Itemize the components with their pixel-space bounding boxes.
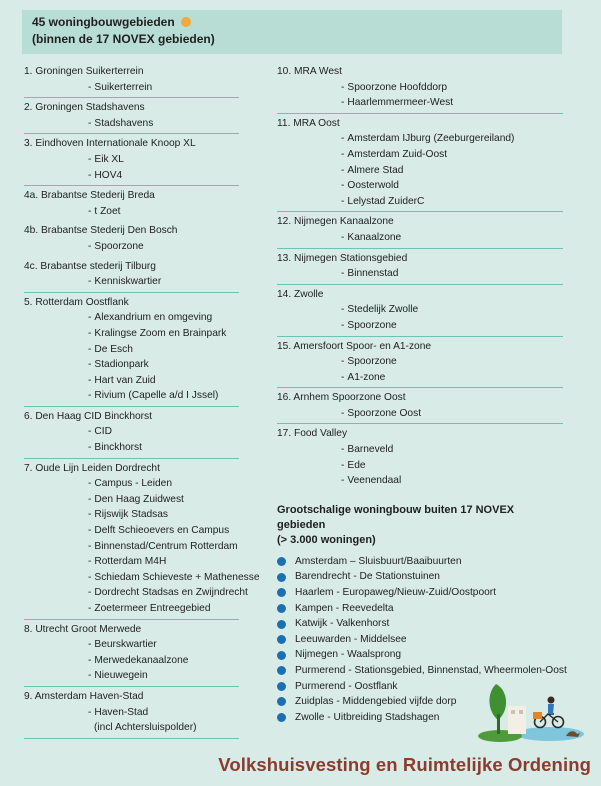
group-item: - Eik XL xyxy=(88,153,124,165)
bullet-icon xyxy=(277,682,286,691)
group-title: 3. Eindhoven Internationale Knoop XL xyxy=(24,138,196,150)
group-item: - Veenendaal xyxy=(341,475,402,487)
bullet-icon xyxy=(277,604,286,613)
bullet-icon xyxy=(277,620,286,629)
group-item: - Spoorzone Hoofddorp xyxy=(341,81,448,93)
group xyxy=(24,687,239,739)
group-title: 4a. Brabantse Stederij Breda xyxy=(24,190,155,202)
group-item: - Nieuwegein xyxy=(88,670,148,682)
list-item: Nijmegen - Waalsprong xyxy=(277,647,563,663)
right-column xyxy=(277,62,567,725)
group xyxy=(24,407,239,459)
group-item: - Alexandrium en omgeving xyxy=(88,312,213,324)
cyclist-head-icon xyxy=(548,697,555,704)
list-item: Haarlem - Europaweg/Nieuw-Zuid/Oostpoort xyxy=(277,585,563,601)
bullet-icon xyxy=(277,666,286,675)
group-item: - Suikerterrein xyxy=(88,81,153,93)
group-item: - Almere Stad xyxy=(341,164,404,176)
group-note: (incl Achtersluispolder) xyxy=(94,722,197,734)
group-item: - Campus - Leiden xyxy=(88,478,172,490)
bullet-icon xyxy=(277,557,286,566)
group-item: - Stedelijk Zwolle xyxy=(341,304,419,316)
group xyxy=(24,134,239,186)
group-title: 14. Zwolle xyxy=(277,288,324,300)
group-item: - A1-zone xyxy=(341,371,386,383)
bullet-icon xyxy=(277,697,286,706)
group-item: - Spoorzone xyxy=(341,319,397,331)
group-title: 16. Arnhem Spoorzone Oost xyxy=(277,392,406,404)
bullet-icon xyxy=(277,651,286,660)
group-title: 6. Den Haag CID Binckhorst xyxy=(24,410,152,422)
group-item: - Barneveld xyxy=(341,444,394,456)
bike-crate-shape xyxy=(533,712,542,719)
group-item: - Spoorzone xyxy=(341,356,397,368)
group-title: 15. Amersfoort Spoor- en A1-zone xyxy=(277,340,432,352)
group-item: - Rotterdam M4H xyxy=(88,556,167,568)
group-item: - t Zoet xyxy=(88,205,121,217)
group-item: - Merwedekanaalzone xyxy=(88,654,189,666)
group-title: 4b. Brabantse Stederij Den Bosch xyxy=(24,225,178,237)
group-item: - Binnenstad/Centrum Rotterdam xyxy=(88,540,238,552)
group-item: - Delft Schieoevers en Campus xyxy=(88,525,230,537)
group-title: 13. Nijmegen Stationsgebied xyxy=(277,252,408,264)
building-shape xyxy=(508,706,526,734)
group-item: - Haarlemmermeer-West xyxy=(341,97,454,109)
group xyxy=(277,249,563,285)
group xyxy=(277,114,563,213)
group-title: 10. MRA West xyxy=(277,66,342,77)
bullet-icon xyxy=(277,573,286,582)
group-item: - Spoorzone xyxy=(88,240,144,252)
group-item: - Binckhorst xyxy=(88,442,142,454)
group xyxy=(277,212,563,248)
group-item: - Binnenstad xyxy=(341,268,399,280)
group-item: - Spoorzone Oost xyxy=(341,407,422,419)
group-title: 7. Oude Lijn Leiden Dordrecht xyxy=(24,462,160,474)
list-item: Zuidplas - Middengebied vijfde dorp xyxy=(277,694,563,710)
group xyxy=(277,388,563,424)
group-title: 2. Groningen Stadshavens xyxy=(24,102,145,114)
cyclist-landscape-illustration xyxy=(478,676,588,746)
list-item: Leeuwarden - Middelsee xyxy=(277,632,563,648)
group-item: - Beurskwartier xyxy=(88,639,157,651)
outside-title: Grootschalige woningbouw buiten 17 NOVEX gebieden (> 3.000 woningen) xyxy=(277,503,515,546)
list-item: Zwolle - Uitbreiding Stadshagen xyxy=(277,710,563,726)
list-item: Barendrecht - De Stationstuinen xyxy=(277,569,563,585)
bullet-icon xyxy=(277,713,286,722)
group-item: - Amsterdam IJburg (Zeeburgereiland) xyxy=(341,133,515,145)
tree-trunk-shape xyxy=(497,714,500,734)
group xyxy=(277,424,563,490)
left-column xyxy=(24,62,260,739)
group-item: - Stadionpark xyxy=(88,359,149,371)
group-item: - HOV4 xyxy=(88,169,123,181)
list-item: Katwijk - Valkenhorst xyxy=(277,616,563,632)
group-title: 4c. Brabantse stederij Tilburg xyxy=(24,260,156,272)
group-item: - Dordrecht Stadsas en Zwijndrecht xyxy=(88,587,248,599)
list-item: Purmerend - Oostflank xyxy=(277,679,563,695)
right-groups xyxy=(277,62,563,491)
group xyxy=(24,221,239,256)
group xyxy=(24,186,239,221)
list-item: Purmerend - Stationsgebied, Binnenstad, Wheermolen-Oost xyxy=(277,663,563,679)
group-item: - Stadshavens xyxy=(88,117,154,129)
group-title: 5. Rotterdam Oostflank xyxy=(24,296,129,308)
group-item: - Schiedam Schieveste + Mathenesse xyxy=(88,571,260,583)
group xyxy=(24,257,239,293)
group-item: - Rijswijk Stadsas xyxy=(88,509,169,521)
group-title: 8. Utrecht Groot Merwede xyxy=(24,623,142,635)
group-item: - Oosterwold xyxy=(341,180,399,192)
group-item: - Zoetermeer Entreegebied xyxy=(88,603,211,614)
group-item: - Kralingse Zoom en Brainpark xyxy=(88,327,227,339)
group xyxy=(277,337,563,389)
group-title: 1. Groningen Suikerterrein xyxy=(24,66,144,77)
header-box xyxy=(22,10,562,54)
group-item: - Haven-Stad xyxy=(88,706,149,718)
header-title: 45 woningbouwgebieden xyxy=(32,14,552,31)
group xyxy=(24,459,260,620)
group-title: 9. Amsterdam Haven-Stad xyxy=(24,690,144,702)
group-item: - CID xyxy=(88,426,112,438)
group xyxy=(24,620,239,687)
group-title: 17. Food Valley xyxy=(277,428,348,440)
group-item: - De Esch xyxy=(88,343,133,355)
bullet-icon xyxy=(277,588,286,597)
group xyxy=(24,62,239,98)
group-item: - Rivium (Capelle a/d I Jssel) xyxy=(88,390,219,402)
bullet-icon xyxy=(277,635,286,644)
group xyxy=(24,98,239,134)
group-title: 12. Nijmegen Kanaalzone xyxy=(277,216,394,228)
group xyxy=(24,293,239,407)
group xyxy=(277,62,563,114)
group-item: - Ede xyxy=(341,459,366,471)
group-item: - Lelystad ZuiderC xyxy=(341,195,425,207)
group-item: - Kenniskwartier xyxy=(88,276,162,288)
header-subtitle: (binnen de 17 NOVEX gebieden) xyxy=(32,32,215,46)
list-item: Kampen - Reevedelta xyxy=(277,601,563,617)
orange-dot-icon xyxy=(181,17,191,27)
list-item: Amsterdam – Sluisbuurt/Baaibuurten xyxy=(277,554,563,570)
footer-title: Volkshuisvesting en Ruimtelijke Ordening xyxy=(218,754,591,775)
group-title: 11. MRA Oost xyxy=(277,117,340,129)
group-item: - Den Haag Zuidwest xyxy=(88,493,184,505)
group-item: - Amsterdam Zuid-Oost xyxy=(341,148,448,160)
group-item: - Hart van Zuid xyxy=(88,374,156,386)
group-item: - Kanaalzone xyxy=(341,231,402,243)
cyclist-body-shape xyxy=(548,704,554,714)
group xyxy=(277,285,563,337)
